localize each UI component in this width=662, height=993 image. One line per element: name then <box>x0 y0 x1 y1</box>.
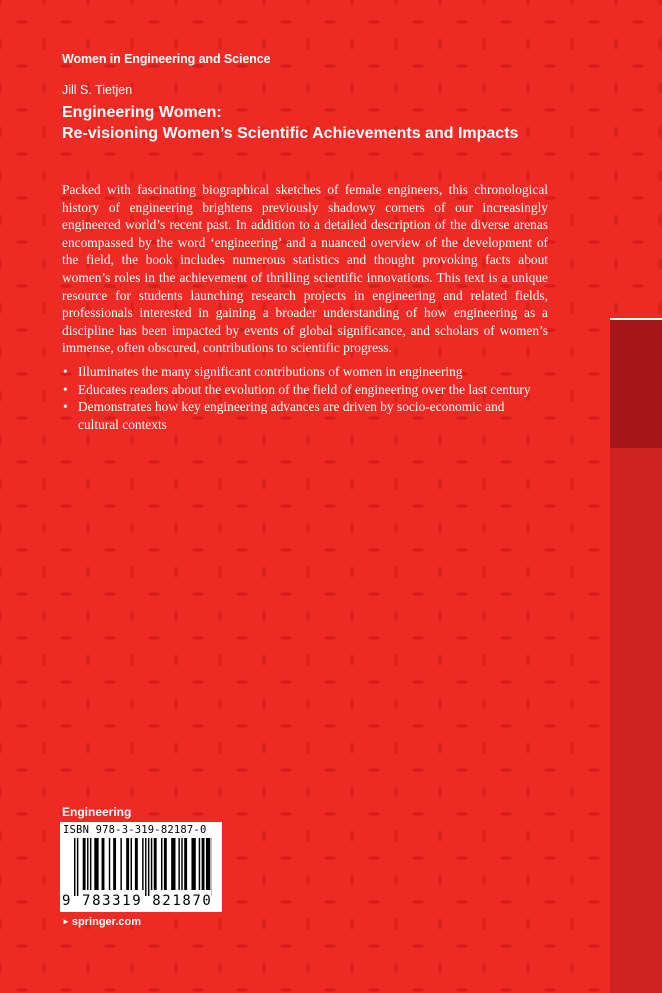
book-title-line-1: Engineering Women: <box>62 104 222 121</box>
feature-list-item <box>62 398 548 433</box>
feature-text: Illuminates the many significant contributions of women in engineering <box>78 364 463 379</box>
book-description: Packed with fascinating biographical sketches of female engineers, this chronological history of engineering brightens previously shadowy corners of our increasingly engineered world’s recent past. In addition to a detailed description of the diverse arenas encompassed by the word ‘engineering’ and a nuanced overview of the development of the field, the book includes numerous statistics and thought provoking facts about women’s roles in the achievement of thrilling scientific innovations. This text is a unique resource for students launching research projects in engineering and related fields, professionals interested in gaining a broader understanding of how engineering as a discipline has been impacted by events of global significance, and scholars of women’s immense, often obscured, contributions to scientific progress. <box>62 182 548 356</box>
barcode-bars <box>74 838 212 896</box>
book-title <box>62 102 518 144</box>
bullet-icon: • <box>63 364 68 379</box>
feature-text: Educates readers about the evolution of the field of engineering over the last century <box>78 381 531 397</box>
feature-list <box>62 363 548 433</box>
subject-category: Engineering <box>62 805 132 819</box>
series-title: Women in Engineering and Science <box>62 52 271 66</box>
arrow-right-icon: ► <box>62 917 70 926</box>
publisher-website[interactable] <box>62 916 141 928</box>
website-label: springer.com <box>71 916 141 928</box>
isbn-barcode <box>60 822 222 912</box>
feature-list-item <box>62 363 548 381</box>
ean-digits: 9 783319 821870 <box>62 893 213 909</box>
feature-list-item <box>62 381 548 399</box>
isbn-label: ISBN 978-3-319-82187-0 <box>63 824 207 836</box>
bullet-icon: • <box>63 399 68 415</box>
feature-text: Demonstrates how key engineering advances are driven by socio-economic and cultural contexts <box>78 399 505 432</box>
bullet-icon: • <box>63 381 68 397</box>
spine-color-band <box>610 318 662 450</box>
author-name: Jill S. Tietjen <box>62 83 133 97</box>
book-title-line-2: Re-visioning Women’s Scientific Achievements and Impacts <box>62 125 519 142</box>
spine-lower-band <box>610 448 662 993</box>
